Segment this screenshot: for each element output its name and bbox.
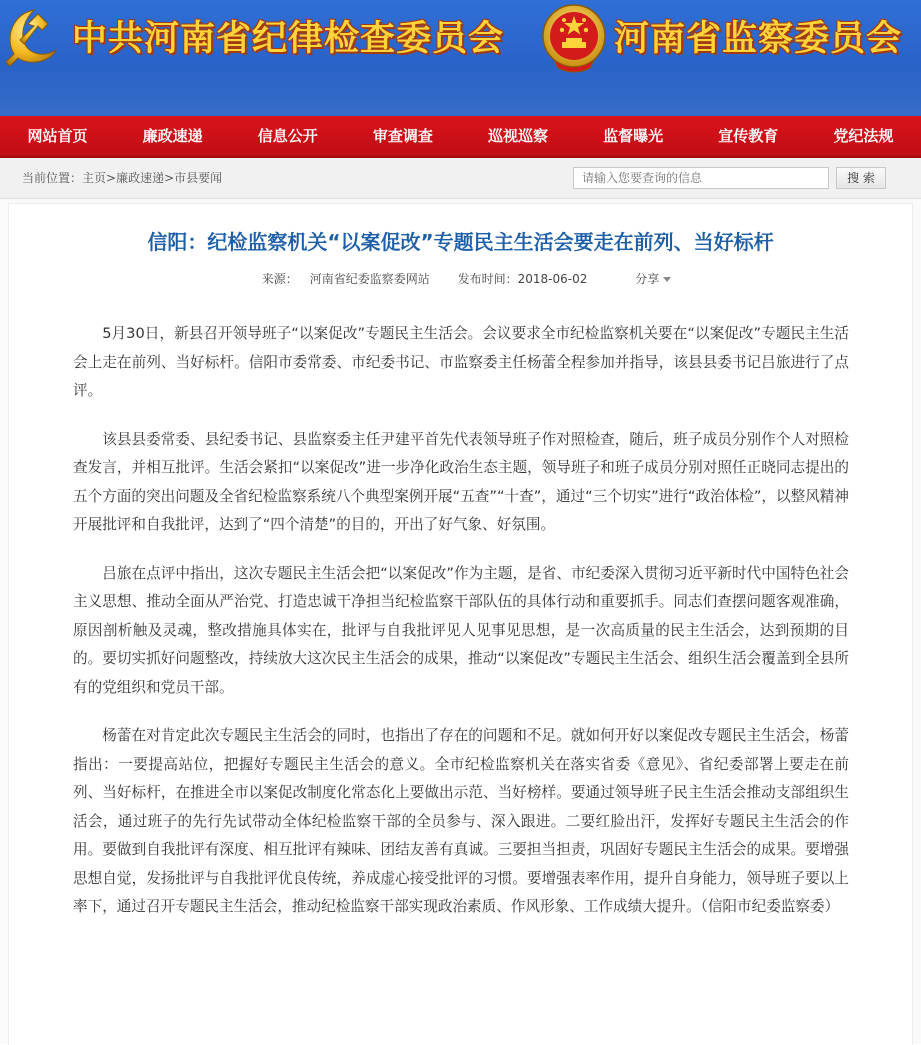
nav-item-exposure[interactable]: 监督曝光: [603, 127, 664, 145]
date-value: 2018-06-02: [517, 272, 588, 286]
share-label: 分享: [635, 272, 660, 286]
breadcrumb-separator: >: [106, 171, 117, 185]
breadcrumb-city-news-link[interactable]: 市县要闻: [174, 171, 223, 185]
breadcrumb-separator: >: [164, 171, 175, 185]
article-paragraph: 吕旅在点评中指出，这次专题民主生活会把“以案促改”作为主题，是省、市纪委深入贯彻习近平新时代中国特色社会主义思想、推动全面从严治党、打造忠诚干净担当纪检监察干部队伍的具体行动和重要抓手。同志们查摆问题客观准确，原因剖析触及灵魂，整改措施具体实在，批评与自我批评见人见事见思想，是一次高质量的民主生活会，达到预期的目的。要切实抓好问题整改，持续放大这次民主生活会的成果，推动“以案促改”专题民主生活会、组织生活会覆盖到全县所有的党组织和党员干部。: [73, 564, 849, 696]
hammer-sickle-icon: [2, 4, 68, 70]
banner-title-commission: 中共河南省纪律检查委员会: [72, 19, 505, 59]
source-value: 河南省纪委监察委网站: [309, 272, 430, 286]
article-panel: [8, 203, 913, 1045]
article-paragraph: 该县县委常委、县纪委书记、县监察委主任尹建平首先代表领导班子作对照检查，随后，班子成员分别作个人对照检查发言，并相互批评。生活会紧扣“以案促改”进一步净化政治生态主题，领导班子和班子成员分别对照任正晓同志提出的五个方面的突出问题及全省纪检监察系统八个典型案例开展“五查”“十查”，通过“三个切实”进行“政治体检”，以整风精神开展批评和自我批评，达到了“四个清楚”的目的，开出了好气象、好氛围。: [73, 430, 849, 533]
location-bar: [0, 158, 921, 199]
article-meta: [9, 270, 912, 287]
article-body: [73, 320, 849, 942]
article-paragraph: 5月30日，新县召开领导班子“以案促改”专题民主生活会。会议要求全市纪检监察机关要在“以案促改”专题民主生活会上走在前列、当好标杆。信阳市委常委、市纪委书记、市监察委主任杨蕾全程参加并指导，该县县委书记吕旅进行了点评。: [73, 325, 849, 399]
breadcrumb-prefix: 当前位置：: [22, 171, 83, 185]
search-input[interactable]: [573, 167, 829, 189]
nav-item-inspection[interactable]: 巡视巡察: [488, 127, 549, 145]
site-banner: [0, 0, 921, 116]
source-label: 来源：: [261, 272, 298, 286]
date-label: 发布时间：: [457, 272, 518, 286]
nav-item-integrity-news[interactable]: 廉政速递: [142, 127, 203, 145]
breadcrumb-home-link[interactable]: 主页: [82, 171, 107, 185]
article-source: [250, 272, 430, 286]
nav-item-regulations[interactable]: 党纪法规: [833, 127, 894, 145]
nav-item-investigation[interactable]: 审查调查: [372, 127, 433, 145]
share-button[interactable]: [635, 272, 671, 286]
chevron-down-icon: [663, 277, 671, 282]
nav-item-info-disclosure[interactable]: 信息公开: [257, 127, 318, 145]
nav-item-home[interactable]: 网站首页: [27, 127, 88, 145]
banner-title-supervision: 河南省监察委员会: [614, 19, 903, 59]
national-emblem-icon: [540, 2, 608, 74]
article-title: 信阳：纪检监察机关“以案促改”专题民主生活会要走在前列、当好标杆: [147, 230, 774, 254]
nav-item-education[interactable]: 宣传教育: [718, 127, 779, 145]
article-paragraph: 杨蕾在对肯定此次专题民主生活会的同时，也指出了存在的问题和不足。就如何开好以案促改专题民主生活会，杨蕾指出：一要提高站位，把握好专题民主生活会的意义。全市纪检监察机关在落实省委《意见》、省纪委部署上要走在前列、当好标杆，在推进全市以案促改制度化常态化上要做出示范、当好榜样。要通过领导班子民主生活会推动支部组织生活会，通过班子的先行先试带动全体纪检监察干部的全员参与、深入跟进。二要红脸出汗，发挥好专题民主生活会的作用。要做到自我批评有深度、相互批评有辣味、团结友善有真诚。三要担当担责，巩固好专题民主生活会的成果。要增强思想自觉，发扬批评与自我批评优良传统，养成虚心接受批评的习惯。要增强表率作用，提升自身能力，领导班子要以上率下，通过召开专题民主生活会，推动纪检监察干部实现政治素质、作风形象、工作成绩大提升。（信阳市纪委监察委）: [73, 727, 849, 915]
breadcrumb-integrity-link[interactable]: 廉政速递: [116, 171, 165, 185]
search-button[interactable]: 搜 索: [836, 167, 886, 189]
breadcrumb: [22, 158, 222, 198]
banner-decoration: [0, 66, 921, 116]
article-area: [0, 199, 921, 1044]
article-date: [458, 272, 588, 286]
main-nav: [0, 116, 921, 158]
